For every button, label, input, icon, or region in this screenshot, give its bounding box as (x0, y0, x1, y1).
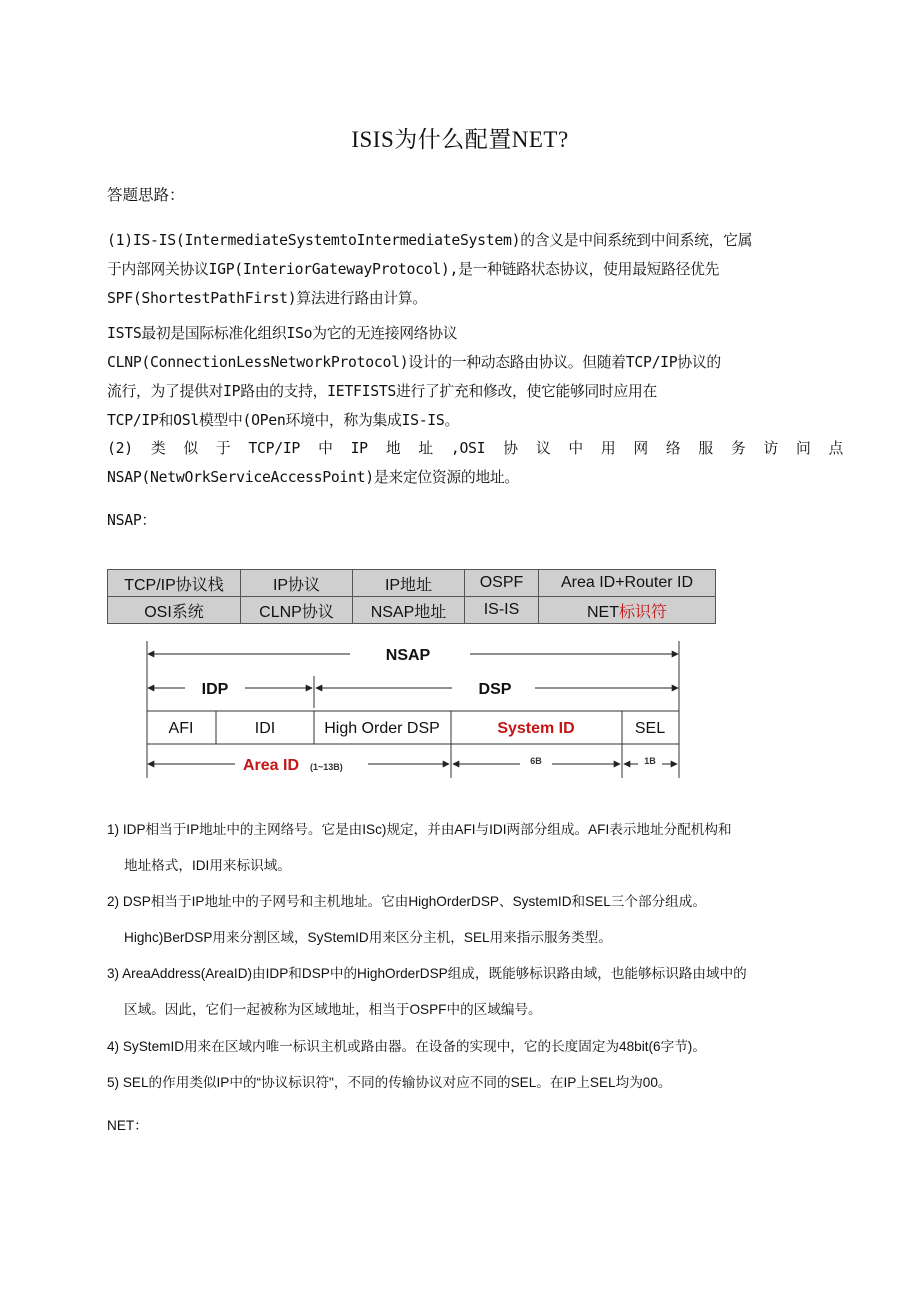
p3-word: 点 (828, 440, 843, 457)
p3-word: 址 (418, 440, 433, 457)
p3-word: 网 (633, 440, 648, 457)
p3-word: 类 (150, 440, 166, 457)
field-idi: IDI (254, 720, 276, 737)
table-cell: OSPF (465, 570, 539, 597)
nsap-label: NSAP： (107, 512, 156, 529)
p3-word: 地 (385, 440, 401, 457)
table-cell: IP协议 (241, 570, 353, 597)
table-cell-net: NET标识符 (539, 597, 716, 624)
p2-line-4: TCP/IP和OSl模型中(OPen环境中，称为集成IS-IS。 (107, 412, 460, 429)
note-line: Highc)BerDSP用来分割区域，SyStemID用来区分主机，SEL用来指示服务类型。 (124, 930, 612, 945)
p1-line-2: 于内部网关协议IGP(InteriorGatewayProtocol),是一种链路状态协议，使用最短路径优先 (107, 261, 720, 278)
intro-label: 答题思路： (107, 186, 185, 204)
field-sel: SEL (634, 720, 666, 737)
note-line: 地址格式，IDI用来标识域。 (124, 858, 291, 873)
paragraph-3 (107, 434, 843, 492)
p3-word: 访 (763, 440, 778, 457)
nsap-structure-diagram (140, 636, 690, 786)
p3-word: 协 (503, 440, 518, 457)
p3-word: 用 (600, 440, 616, 457)
table-cell: IS-IS (465, 597, 539, 624)
system-id-length: 6B (530, 756, 542, 766)
paragraph-2 (107, 319, 843, 435)
p1-line-3: SPF(ShortestPathFirst)算法进行路由计算。 (107, 290, 427, 307)
table-cell: Area ID+Router ID (539, 570, 716, 597)
sel-length: 1B (644, 756, 656, 766)
table-cell: TCP/IP协议栈 (108, 570, 241, 597)
area-id-range: (1~13B) (310, 762, 343, 772)
note-line: 区域。因此，它们一起被称为区域地址，相当于OSPF中的区域编号。 (124, 1002, 542, 1017)
p2-line-3: 流行，为了提供对IP路由的支持，IETFISTS进行了扩充和修改，使它能够同时应用在 (107, 383, 657, 400)
area-id-label: Area ID (243, 757, 300, 774)
nsap-label-diagram: NSAP (385, 647, 431, 664)
page-title: ISIS为什么配置NET? (351, 127, 569, 152)
idp-label: IDP (201, 681, 229, 698)
p3-line-1 (107, 434, 843, 463)
field-system-id: System ID (497, 720, 575, 737)
note-line: 3) AreaAddress(AreaID)由IDP和DSP中的HighOrderDSP组成，既能够标识路由域，也能够标识路由域中的 (107, 966, 747, 981)
note-line: 5) SEL的作用类似IP中的“协议标识符"，不同的传输协议对应不同的SEL。在IP上SEL均为00。 (107, 1075, 672, 1090)
note-line: 1) IDP相当于IP地址中的主网络号。它是由ISc)规定，并由AFI与IDI两部分组成。AFI表示地址分配机构和 (107, 822, 732, 837)
p3-word: 似 (183, 440, 198, 457)
p2-line-1: ISTS最初是国际标准化组织ISo为它的无连接网络协议 (107, 325, 458, 342)
table-cell: IP地址 (353, 570, 465, 597)
field-afi: AFI (168, 720, 194, 737)
table-row (108, 597, 716, 624)
field-high-order-dsp: High Order DSP (324, 720, 440, 737)
table-cell: CLNP协议 (241, 597, 353, 624)
p3-word: 于 (215, 440, 231, 457)
p3-word: 络 (665, 440, 681, 457)
p3-word: 中 (568, 440, 583, 457)
protocol-comparison-table (107, 569, 716, 624)
p3-word: 服 (698, 440, 713, 457)
dsp-label: DSP (478, 681, 512, 698)
p3-word: (2) (107, 440, 133, 457)
p2-line-2: CLNP(ConnectionLessNetworkProtocol)设计的一种动态路由协议。但随着TCP/IP协议的 (107, 354, 721, 371)
p3-word: TCP/IP (248, 440, 301, 457)
p1-line-1: (1)IS-IS(IntermediateSystemtoIntermediateSystem)的含义是中间系统到中间系统，它属 (107, 232, 753, 249)
table-cell: OSI系统 (108, 597, 241, 624)
p3-line-2: NSAP(NetwOrkServiceAccessPoint)是来定位资源的地址。 (107, 469, 519, 486)
p3-word: IP (350, 440, 368, 457)
paragraph-1 (107, 226, 843, 313)
net-label: NET： (107, 1118, 148, 1133)
note-line: 4) SyStemID用来在区域内唯一标识主机或路由器。在设备的实现中，它的长度固定为48bit(6字节)。 (107, 1039, 706, 1054)
note-line: 2) DSP相当于IP地址中的子网号和主机地址。它由HighOrderDSP、SystemID和SEL三个部分组成。 (107, 894, 706, 909)
table-cell: NSAP地址 (353, 597, 465, 624)
table-row (108, 570, 716, 597)
p3-word: 中 (318, 440, 333, 457)
p3-word: ,OSI (450, 440, 486, 457)
p3-word: 问 (795, 440, 811, 457)
p3-word: 务 (730, 440, 746, 457)
p3-word: 议 (535, 440, 551, 457)
net-identifier-label: 标识符 (618, 603, 667, 621)
